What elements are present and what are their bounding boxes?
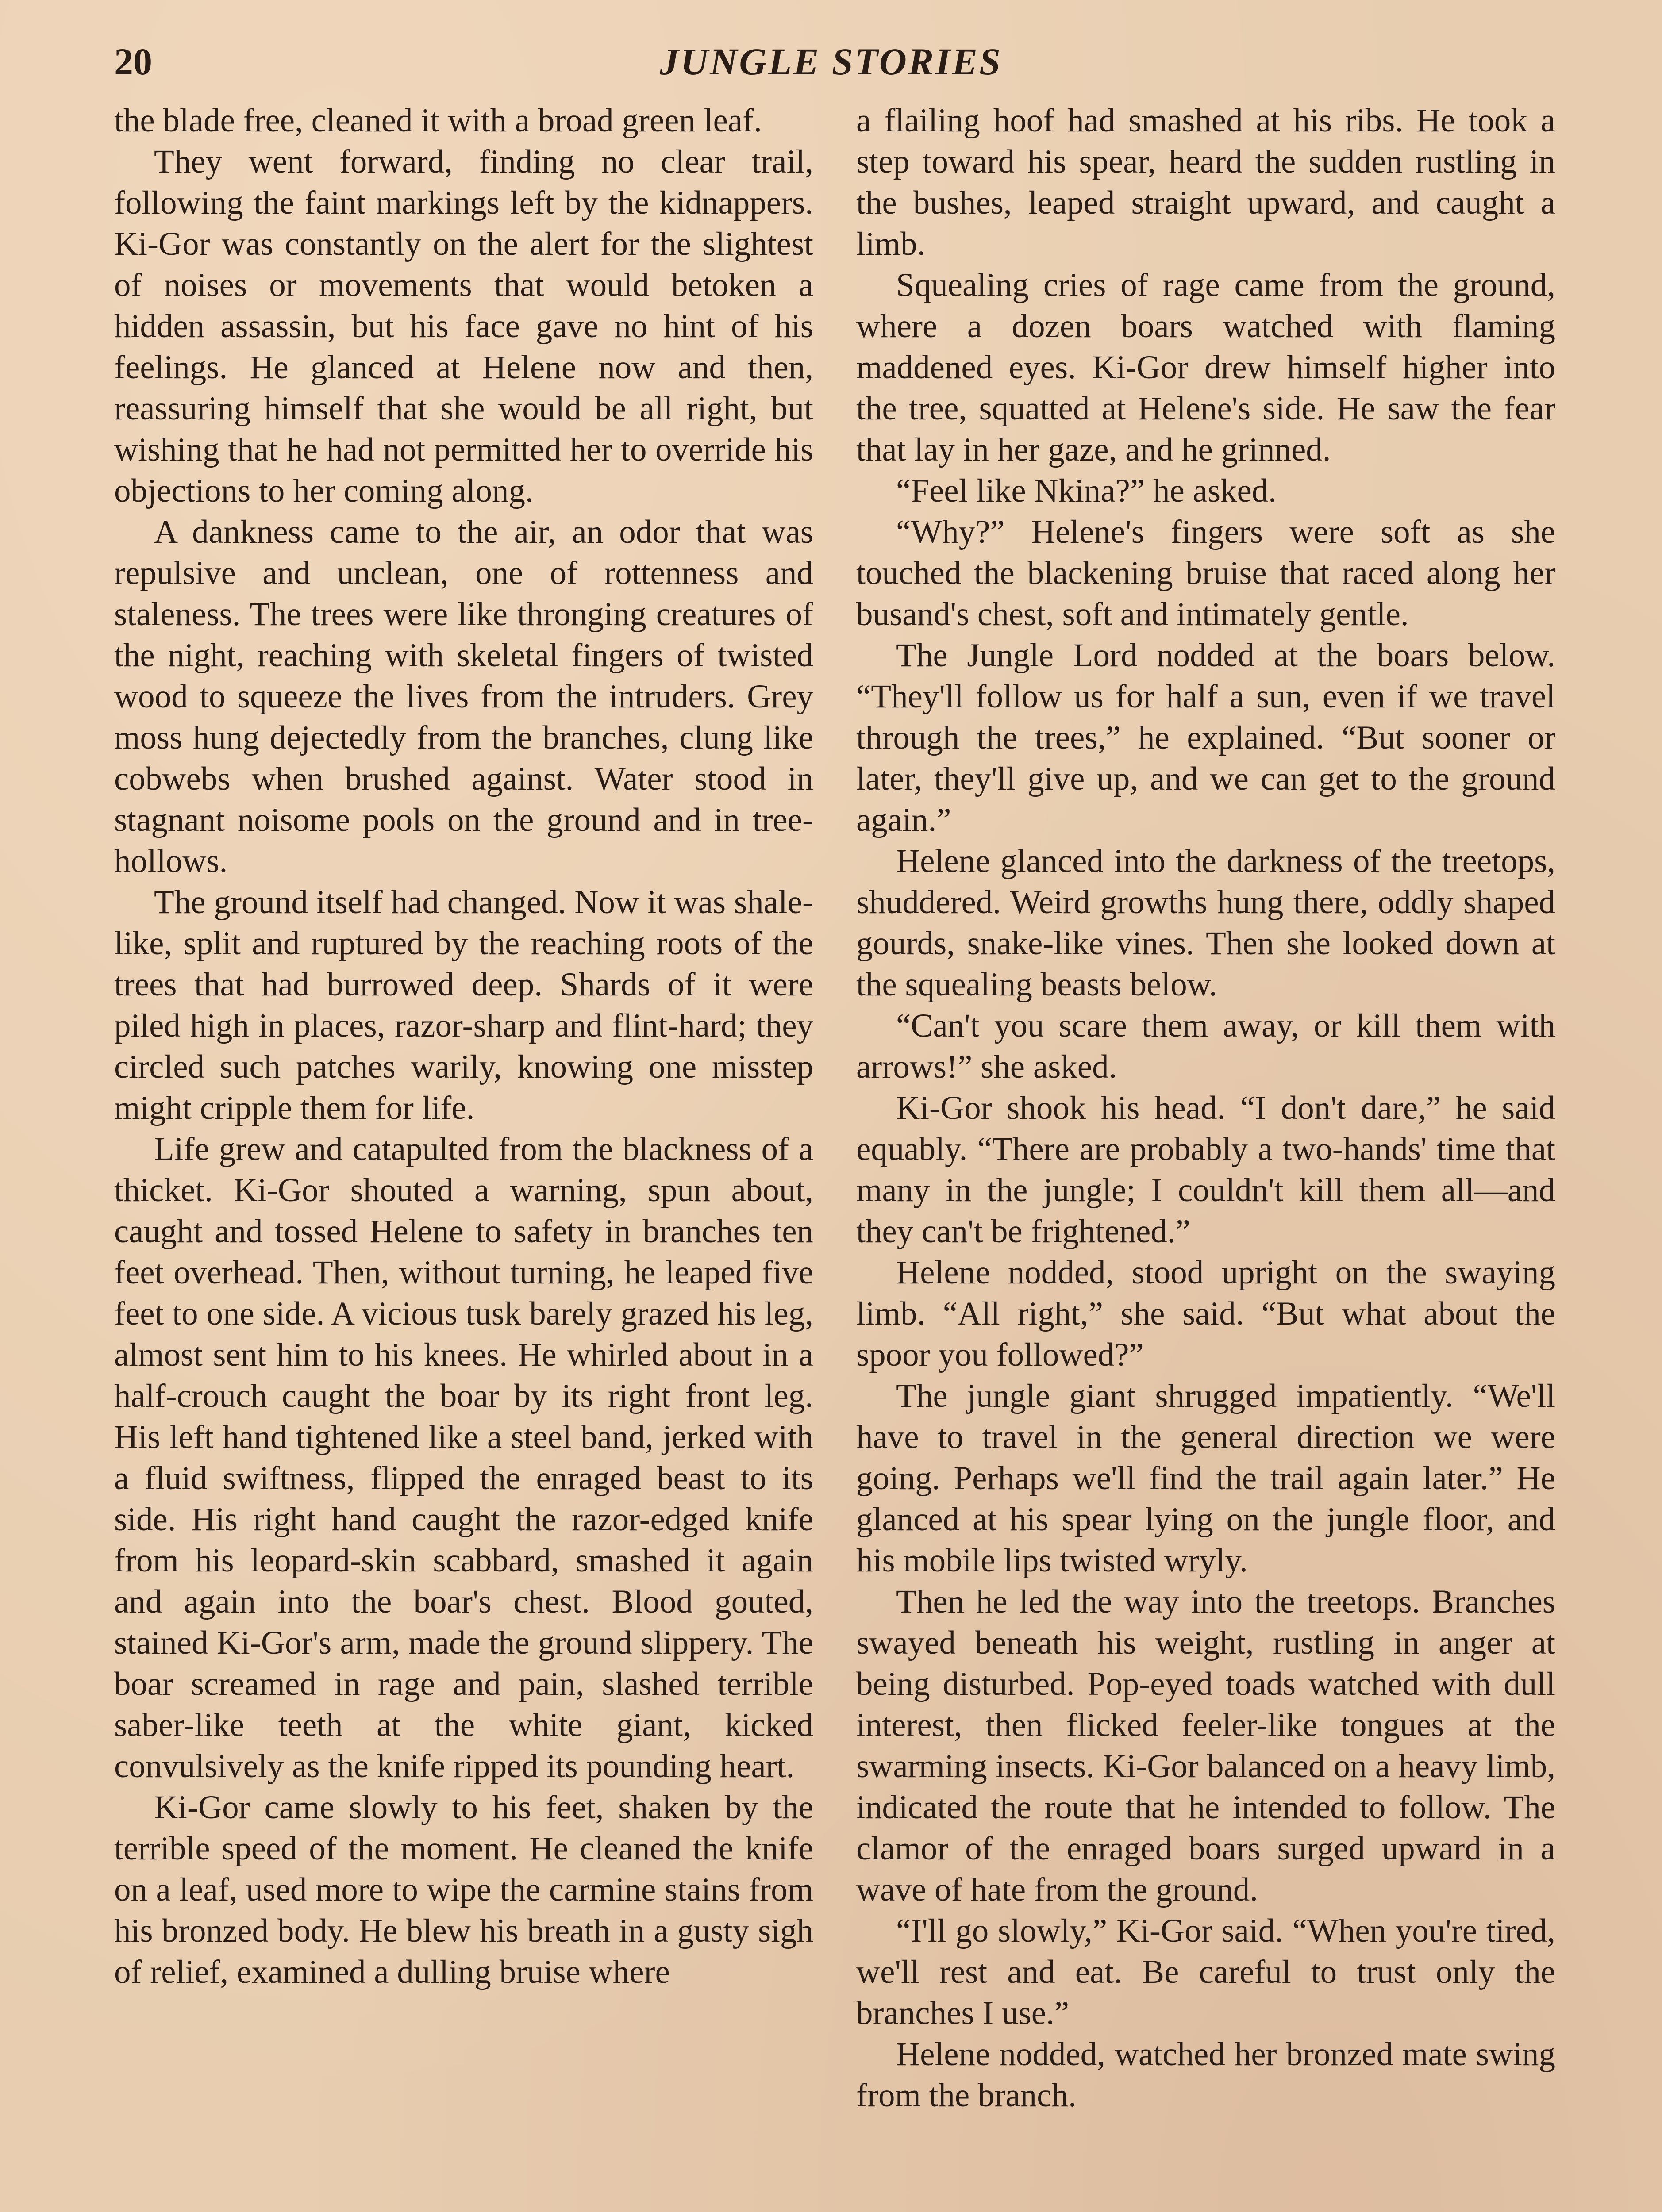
paragraph: Life grew and catapulted from the blackness of a thicket. Ki-Gor shouted a warning, spun about, caught and tossed Helene to safety in branches ten feet overhead. Then, without turning, he leaped five feet to one side. A vicious tusk barely grazed his leg, almost sent him to his knees. He whirled about in a half-crouch caught the boar by its right front leg. His left hand tightened like a steel band, jerked with a fluid swiftness, flipped the enraged beast to its side. His right hand caught the razor-edged knife from his leopard-skin scabbard, smashed it again and again into the boar's chest. Blood gouted, stained Ki-Gor's arm, made the ground slippery. The boar screamed in rage and pain, slashed terrible saber-like teeth at the white giant, kicked convulsively as the knife ripped its pounding heart. [114,1131,813,1785]
paragraph: “Can't you scare them away, or kill them with arrows!” she asked. [856,1007,1555,1085]
paragraph: a flailing hoof had smashed at his ribs. He took a step toward his spear, heard the sudden rustling in the bushes, leaped straight upward, and caught a limb. [856,102,1555,262]
paragraph: the blade free, cleaned it with a broad green leaf. [114,102,762,139]
paragraph: The Jungle Lord nodded at the boars below. “They'll follow us for half a sun, even if we travel through the trees,” he explained. “But sooner or later, they'll give up, and we can get to the ground again.” [856,637,1555,838]
paragraph: Then he led the way into the treetops. Branches swayed beneath his weight, rustling in anger at being disturbed. Pop-eyed toads watched with dull interest, then flicked feeler-like tongues at the swarming insects. Ki-Gor balanced on a heavy limb, indicated the route that he intended to follow. The clamor of the enraged boars surged upward in a wave of hate from the ground. [856,1583,1555,1908]
right-column [856,100,1555,2212]
paragraph: Ki-Gor came slowly to his feet, shaken by the terrible speed of the moment. He cleaned the knife on a leaf, used more to wipe the carmine stains from his bronzed body. He blew his breath in a gusty sigh of relief, examined a dulling bruise where [114,1789,813,1990]
running-head: JUNGLE STORIES [660,40,1002,83]
paragraph: A dankness came to the air, an odor that was repulsive and unclean, one of rottenness and staleness. The trees were like thronging creatures of the night, reaching with skeletal fingers of twisted wood to squeeze the lives from the intruders. Grey moss hung dejectedly from the branches, clung like cobwebs when brushed against. Water stood in stagnant noisome pools on the ground and in tree-hollows. [114,514,813,879]
paragraph: The ground itself had changed. Now it was shale-like, split and ruptured by the reaching roots of the trees that had burrowed deep. Shards of it were piled high in places, razor-sharp and flint-hard; they circled such patches warily, knowing one misstep might cripple them for life. [114,884,813,1126]
paragraph: Helene nodded, stood upright on the swaying limb. “All right,” she said. “But what about the spoor you followed?” [856,1254,1555,1373]
paragraph: “Feel like Nkina?” he asked. [896,472,1277,509]
left-column [114,100,813,2212]
paragraph: They went forward, finding no clear trail, following the faint markings left by the kidnappers. Ki-Gor was constantly on the alert for the slightest of noises or movements that would betoken a hidden assassin, but his face gave no hint of his feelings. He glanced at Helene now and then, reassuring himself that she would be all right, but wishing that he had not permitted her to override his objections to her coming along. [114,143,813,509]
paragraph: “I'll go slowly,” Ki-Gor said. “When you're tired, we'll rest and eat. Be careful to trust only the branches I use.” [856,1912,1555,2032]
paragraph: Squealing cries of rage came from the ground, where a dozen boars watched with flaming maddened eyes. Ki-Gor drew himself higher into the tree, squatted at Helene's side. He saw the fear that lay in her gaze, and he grinned. [856,267,1555,468]
paragraph: Helene glanced into the darkness of the treetops, shuddered. Weird growths hung there, oddly shaped gourds, snake-like vines. Then she looked down at the squealing beasts below. [856,843,1555,1003]
paragraph: Helene nodded, watched her bronzed mate swing from the branch. [856,2036,1555,2114]
paragraph: “Why?” Helene's fingers were soft as she touched the blackening bruise that raced along her busand's chest, soft and intimately gentle. [856,514,1555,633]
paragraph: The jungle giant shrugged impatiently. “We'll have to travel in the general direction we were going. Perhaps we'll find the trail again later.” He glanced at his spear lying on the jungle floor, and his mobile lips twisted wryly. [856,1378,1555,1579]
paragraph: Ki-Gor shook his head. “I don't dare,” he said equably. “There are probably a two-hands' time that many in the jungle; I couldn't kill them all—and they can't be frightened.” [856,1090,1555,1250]
page-number: 20 [114,40,152,83]
